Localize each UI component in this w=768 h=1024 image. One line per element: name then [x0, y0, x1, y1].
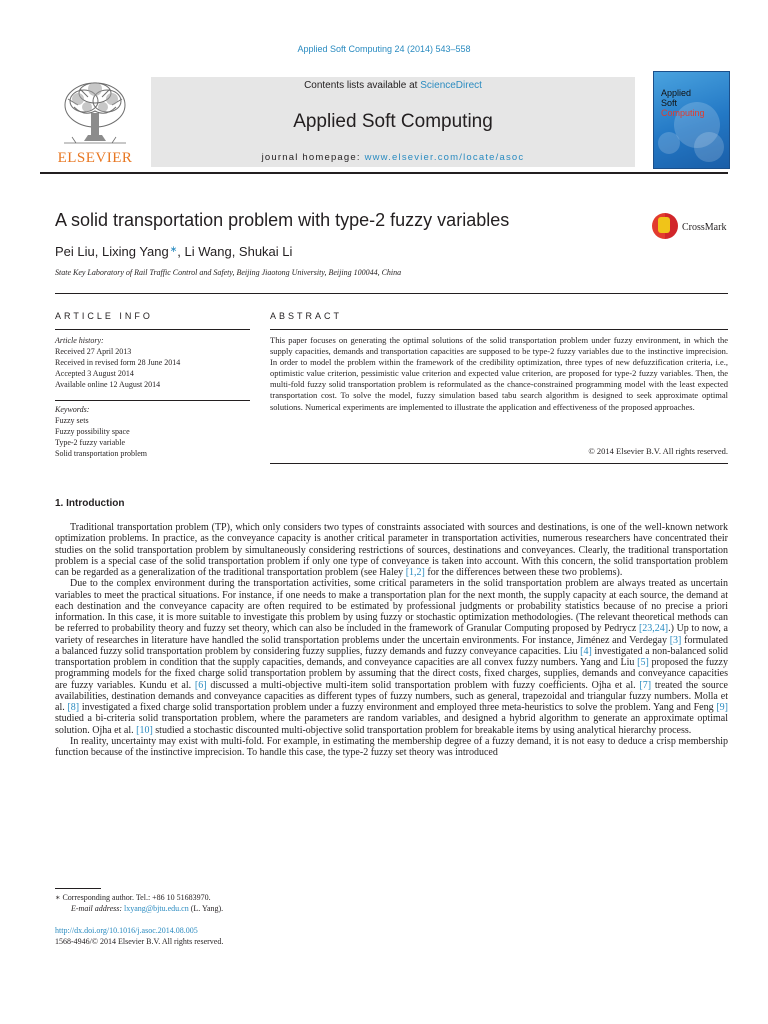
abstract-text: This paper focuses on generating the optimal solutions of the solid transportation problem under fuzzy environment, in which the supply capacities, demands and transportation capacities are supposed to be type-2 fuzzy variables due to the instinctive imprecision. In order to model the problem within the framework of the credibility optimization, three types of new defuzzification criteria, i.e., optimistic value criterion, pessimistic value criterion and expected value criterion, are proposed for type-2 fuzzy variables. Then, the multi-fold fuzzy solid transportation problem is reformulated as the chance-constrained programming model with the least expected transportation cost. To solve the model, fuzzy simulation based tabu search algorithm is designed to seek approximate optimal solutions. Numerical experiments are implemented to illustrate the application and effectiveness of the proposed approaches. — [270, 335, 728, 412]
section-heading-introduction: 1. Introduction — [55, 498, 125, 509]
contents-line — [151, 80, 635, 91]
reference-link[interactable]: [9] — [716, 702, 728, 713]
keyword-item: Type-2 fuzzy variable — [55, 438, 126, 447]
elsevier-wordmark: ELSEVIER — [57, 150, 133, 166]
reference-link[interactable]: [10] — [136, 724, 153, 736]
masthead-box — [151, 77, 635, 167]
paragraph — [55, 522, 728, 578]
article-title: A solid transportation problem with type-2 fuzzy variables — [55, 210, 510, 230]
divider — [55, 400, 250, 401]
text-run: studied a bi-criteria solid transportation problem, where the parameters are random variables, and designed a hybrid algorithm to generate an approximate optimal solution. Ojha et al. — [55, 713, 728, 736]
cover-line-3: Computing — [661, 108, 705, 118]
history-item: Received in revised form 28 June 2014 — [55, 358, 181, 367]
text-run: studied a stochastic discounted multi-objective solid transportation problem for breakable items by using analytical hierarchy process. — [152, 724, 692, 736]
journal-cover-image[interactable] — [653, 71, 730, 169]
text-run: Due to the complex environment during the transportation activities, some critical parameters in the solid transportation problem are always treated as uncertain variables to meet the practical situations. For instance, if one needs to make a transportation plan for the next month, the supply capacity at each source, the demand at each destination and the conveyance capacity are often required to be estimated by professional judgments or probability statistics because of no precise a priori information. In this case, it is more suitable to investigate this problem by using fuzzy or stochastic optimization methodologies. (The relevant theoretical methods can be referred to probability theory and fuzzy set theory, which can also be included in the framework of Granular Computing proposed by Pedrycz — [55, 578, 728, 635]
author-list — [55, 244, 292, 259]
doi-link[interactable]: http://dx.doi.org/10.1016/j.asoc.2014.08.005 — [55, 926, 198, 935]
paragraph — [55, 578, 728, 736]
text-run: for the differences between these two problems). — [424, 567, 623, 578]
text-run: .) Up to now, a variety of researches in literature have handled the solid transportation problems under the uncertain environments. For instance, Jiménez and Verdegay — [55, 623, 728, 646]
footnote-corresponding — [55, 892, 223, 903]
corresponding-author-text: Corresponding author. Tel.: +86 10 51683970. — [62, 893, 211, 902]
keyword-item: Fuzzy possibility space — [55, 427, 130, 436]
introduction-body — [55, 522, 728, 758]
crossmark-label: CrossMark — [682, 222, 727, 233]
affiliation: State Key Laboratory of Rail Traffic Control and Safety, Beijing Jiaotong University, Beijing 100044, China — [55, 268, 402, 277]
cover-line-2: Soft — [661, 98, 678, 108]
article-history — [55, 335, 180, 390]
keyword-item: Solid transportation problem — [55, 449, 147, 458]
crossmark-badge[interactable] — [652, 213, 732, 245]
elsevier-logo[interactable] — [54, 77, 136, 167]
authors-first: Pei Liu, Lixing Yang — [55, 244, 169, 259]
corresponding-author-marker[interactable]: ∗ — [169, 244, 178, 254]
masthead — [40, 71, 728, 167]
history-item: Available online 12 August 2014 — [55, 380, 161, 389]
reference-link[interactable]: [6] — [194, 679, 207, 691]
journal-title: Applied Soft Computing — [293, 111, 493, 132]
text-run: treated the source availabilities, destination demands and conveyance capacities as different types of fuzzy numbers, such as general, trapezoidal and triangular fuzzy numbers. Molla et al. — [55, 679, 728, 713]
issn-copyright: 1568-4946/© 2014 Elsevier B.V. All rights reserved. — [55, 937, 224, 946]
cover-bubble — [658, 132, 680, 154]
authors-rest: , Li Wang, Shukai Li — [177, 244, 293, 259]
text-run: investigated a fixed charge solid transportation problem under a fuzzy environment and employed three meta-heuristics to solve the problem. Yang and Feng — [79, 702, 717, 713]
text-run: investigated a non-balanced solid transportation problem in condition that the supply capacities, demands, and conveyance capacities are all convex fuzzy numbers. Yang and Liu — [55, 645, 729, 668]
divider — [55, 293, 728, 294]
keywords — [55, 404, 147, 459]
reference-link[interactable]: [23,24] — [638, 623, 669, 635]
divider — [55, 329, 250, 330]
footnote-rule — [55, 888, 101, 889]
homepage-line — [151, 152, 635, 163]
cover-bubble — [694, 132, 724, 162]
homepage-prefix: journal homepage: — [261, 152, 365, 163]
reference-link[interactable]: [8] — [67, 702, 80, 713]
history-label: Article history: — [55, 336, 104, 345]
journal-citation[interactable]: Applied Soft Computing 24 (2014) 543–558 — [297, 44, 471, 54]
keywords-label: Keywords: — [55, 405, 90, 414]
header-rule — [40, 172, 728, 174]
abstract-heading: ABSTRACT — [270, 311, 343, 321]
crossmark-icon — [652, 213, 678, 239]
paragraph: In reality, uncertainty may exist with multi-fold. For example, in estimating the membership degree of a fuzzy demand, it is not easy to deduce a crisp membership function because of the instinctive imprecision. To handle this case, the type-2 fuzzy set theory was introduced — [55, 735, 728, 758]
abstract-copyright: © 2014 Elsevier B.V. All rights reserved. — [588, 446, 728, 456]
elsevier-tree-icon — [54, 77, 136, 149]
email-label: E-mail address: — [71, 904, 123, 913]
article-info-heading: ARTICLE INFO — [55, 311, 153, 321]
footnote — [55, 892, 223, 914]
divider — [270, 329, 728, 330]
crossmark-bookmark-icon — [658, 217, 670, 233]
reference-link[interactable]: [7] — [639, 679, 652, 691]
text-run: proposed the fuzzy programming models for the fixed charge solid transportation problem by assuming that the direct costs, fixed charges, supplies, demands and conveyance capacities are fuzzy variables. Kundu et al. — [55, 657, 728, 691]
divider — [270, 463, 728, 464]
cover-line-1: Applied — [661, 88, 692, 98]
history-item: Accepted 3 August 2014 — [55, 369, 134, 378]
text-run: Traditional transportation problem (TP), which only considers two types of constraints associated with sources and destinations, is one of the well-known network optimization problems. In practice, as the conveyance capacity is another critical parameter in transportation activities, numerous researchers have concentrated their studies on the solid transportation problem by simultaneously considering restrictions of sources, destinations and conveyances. Clearly, the traditional transportation problem is a special case of the solid transportation problem if only one type of conveyance is taken into account. With this concern, the solid transportation problem can be regarded as a generalization of the traditional transportation problem (see Haley — [55, 522, 728, 578]
text-run: discussed a multi-objective multi-item solid transportation problem with fuzzy coefficients. Ojha et al. — [206, 679, 640, 691]
contents-prefix: Contents lists available at — [304, 80, 421, 91]
email-suffix: (L. Yang). — [190, 904, 224, 913]
text-run: formulated a balanced fuzzy solid transportation problem by considering fuzzy supplies, fuzzy demands and fuzzy conveyance capacities. Liu — [55, 634, 729, 657]
sciencedirect-link[interactable]: ScienceDirect — [420, 80, 482, 91]
email-link[interactable]: lxyang@bjtu.edu.cn — [124, 904, 189, 913]
reference-link[interactable]: [5] — [637, 657, 649, 668]
reference-link[interactable]: [1,2] — [405, 567, 425, 578]
footnote-star: ∗ — [55, 893, 61, 902]
footnote-email — [55, 903, 223, 914]
reference-link[interactable]: [3] — [669, 634, 682, 646]
reference-link[interactable]: [4] — [580, 645, 592, 657]
history-item: Received 27 April 2013 — [55, 347, 132, 356]
keyword-item: Fuzzy sets — [55, 416, 89, 425]
homepage-link[interactable]: www.elsevier.com/locate/asoc — [364, 152, 525, 163]
